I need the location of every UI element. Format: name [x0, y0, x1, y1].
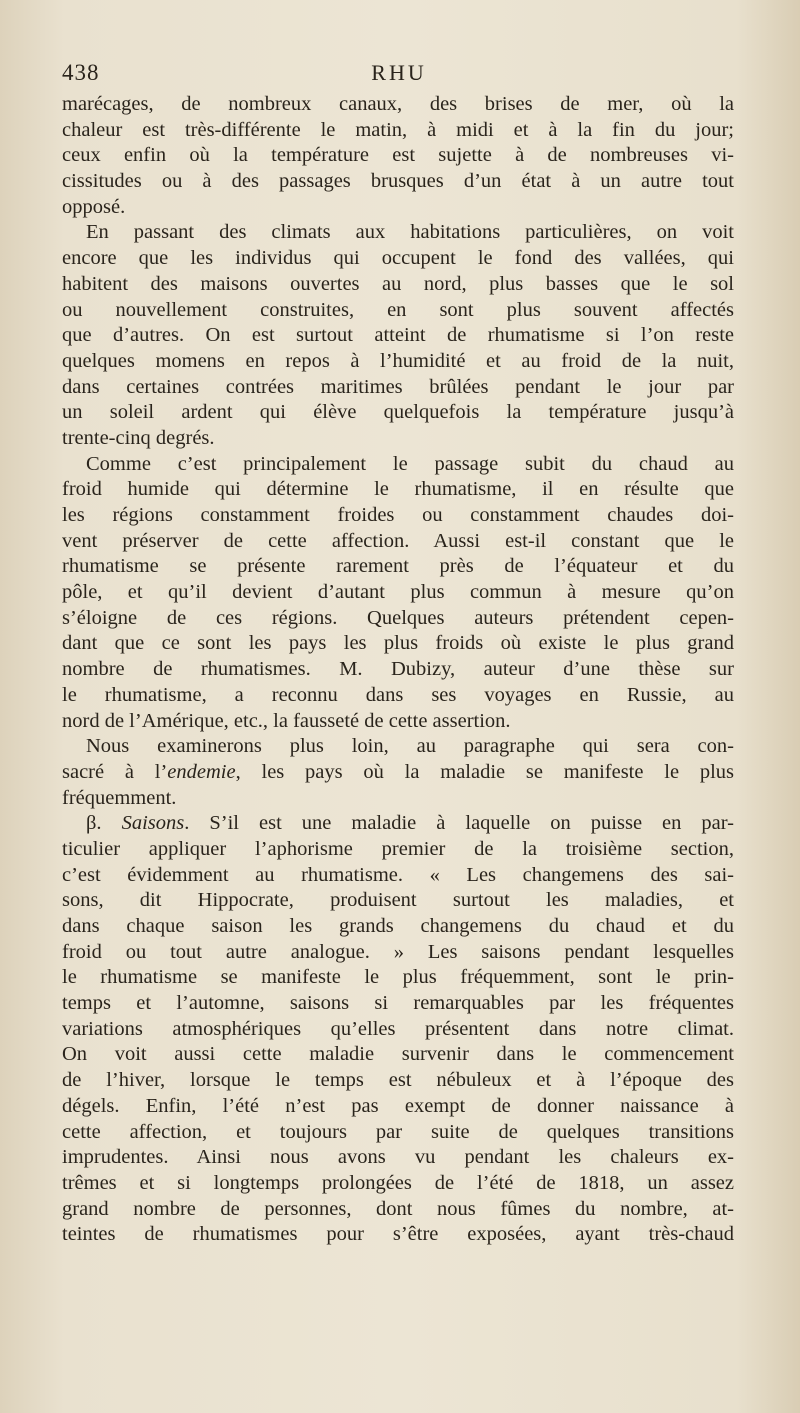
- text-line: dans certaines contrées maritimes brûlées pendant le jour par: [62, 375, 734, 398]
- text-line: froid ou tout autre analogue. » Les saisons pendant lesquelles: [62, 940, 734, 963]
- text-line: trêmes et si longtemps prolongées de l’été de 1818, un assez: [62, 1171, 734, 1194]
- text-line: que d’autres. On est surtout atteint de rhumatisme si l’on reste: [62, 324, 734, 347]
- text-line: encore que les individus qui occupent le fond des vallées, qui: [62, 247, 734, 270]
- text-line: ou nouvellement construites, en sont plus souvent affectés: [62, 298, 734, 321]
- text-line: sons, dit Hippocrate, produisent surtout les maladies, et: [62, 889, 734, 912]
- text-line: [62, 811, 734, 837]
- text-line: grand nombre de personnes, dont nous fûmes du nombre, at-: [62, 1197, 734, 1220]
- text-line: chaleur est très-différente le matin, à midi et à la fin du jour;: [62, 118, 734, 141]
- text-line: un soleil ardent qui élève quelquefois la température jusqu’à: [62, 401, 734, 424]
- text-line: marécages, de nombreux canaux, des brises de mer, où la: [62, 93, 734, 115]
- text-line: habitent des maisons ouvertes au nord, plus basses que le sol: [62, 272, 734, 295]
- text-line: fréquemment.: [62, 786, 177, 809]
- text-line: c’est évidemment au rhumatisme. « Les changemens des sai-: [62, 863, 734, 886]
- text-line: de l’hiver, lorsque le temps est nébuleux et à l’époque des: [62, 1069, 734, 1092]
- text-line: variations atmosphériques qu’elles présentent dans notre climat.: [62, 1017, 734, 1040]
- body-text: [62, 92, 734, 1248]
- italic-term: Saisons: [121, 812, 185, 835]
- text-segment: β.: [86, 812, 122, 835]
- text-line: pôle, et qu’il devient d’autant plus commun à mesure qu’on: [62, 581, 734, 604]
- text-line: En passant des climats aux habitations particulières, on voit: [86, 221, 734, 244]
- text-line: imprudentes. Ainsi nous avons vu pendant les chaleurs ex-: [62, 1146, 734, 1169]
- page-number: 438: [62, 60, 100, 85]
- text-line: Comme c’est principalement le passage subit du chaud au: [86, 452, 734, 475]
- text-segment: sacré à l’: [62, 760, 168, 783]
- text-line: opposé.: [62, 195, 126, 218]
- text-line: le rhumatisme se manifeste le plus fréquemment, sont le prin-: [62, 966, 734, 989]
- text-line: dans chaque saison les grands changemens du chaud et du: [62, 915, 734, 937]
- text-line: cette affection, et toujours par suite de quelques transitions: [62, 1120, 734, 1143]
- text-line: s’éloigne de ces régions. Quelques auteurs prétendent cepen-: [62, 606, 734, 629]
- text-line: ceux enfin où la température est sujette à de nombreuses vi-: [62, 144, 734, 167]
- text-segment: , les pays où la maladie se manifeste le plus: [235, 760, 734, 783]
- text-line: dant que ce sont les pays les plus froids où existe le plus grand: [62, 632, 734, 655]
- text-line: On voit aussi cette maladie survenir dans le commencement: [62, 1043, 734, 1066]
- text-line: quelques momens en repos à l’humidité et au froid de la nuit,: [62, 349, 734, 372]
- text-line: teintes de rhumatismes pour s’être exposées, ayant très-chaud: [62, 1223, 734, 1246]
- text-line: vent préserver de cette affection. Aussi est-il constant que le: [62, 529, 734, 552]
- text-segment: . S’il est une maladie à laquelle on puisse en par-: [184, 812, 734, 835]
- text-line: nombre de rhumatismes. M. Dubizy, auteur d’une thèse sur: [62, 658, 734, 681]
- text-line: ticulier appliquer l’aphorisme premier de la troisième section,: [62, 837, 734, 860]
- text-line: temps et l’automne, saisons si remarquables par les fréquentes: [62, 992, 734, 1015]
- text-line: dégels. Enfin, l’été n’est pas exempt de donner naissance à: [62, 1094, 734, 1117]
- italic-term: endemie: [167, 760, 236, 783]
- text-line: nord de l’Amérique, etc., la fausseté de cette assertion.: [62, 709, 511, 732]
- text-line: le rhumatisme, a reconnu dans ses voyages en Russie, au: [62, 683, 734, 706]
- text-line: rhumatisme se présente rarement près de l’équateur et du: [62, 555, 734, 578]
- text-line: Nous examinerons plus loin, au paragraphe qui sera con-: [86, 735, 734, 758]
- text-line: [62, 760, 734, 786]
- text-line: les régions constamment froides ou constamment chaudes doi-: [62, 504, 734, 526]
- text-line: cissitudes ou à des passages brusques d’un état à un autre tout: [62, 170, 734, 193]
- text-line: froid humide qui détermine le rhumatisme, il en résulte que: [62, 478, 734, 501]
- running-head: RHU: [371, 60, 427, 85]
- text-line: trente-cinq degrés.: [62, 426, 215, 449]
- page-header: [62, 60, 736, 94]
